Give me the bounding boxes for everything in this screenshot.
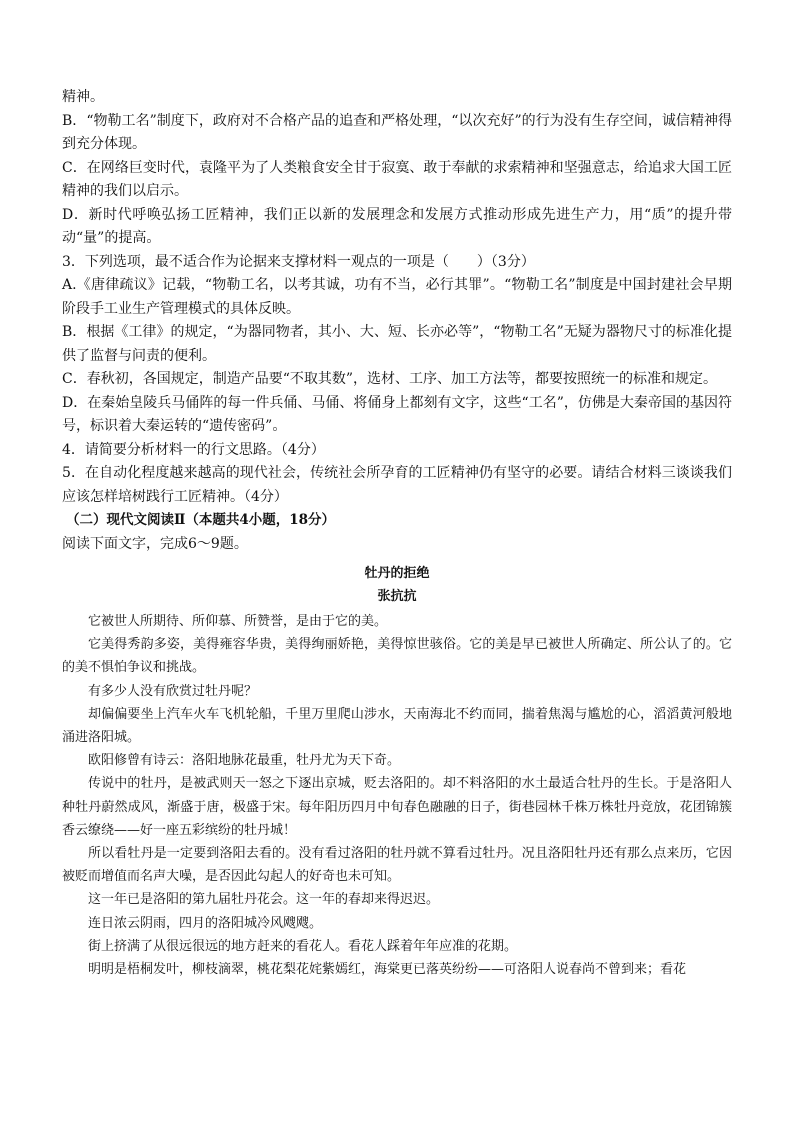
essay-title: 牡丹的拒绝	[364, 566, 430, 581]
essay-paragraph: 明明是梧桐发叶，柳枝滴翠，桃花梨花姹紫嫣红，海棠更已落英纷纷——可洛阳人说春尚不曾到来；看花	[88, 962, 687, 978]
question-3-option-a: A.《唐律疏议》记载，“物勒工名，以考其诚，功有不当，必行其罪”。“物勒工名”制度是中国封建社会早期阶段手工业生产管理模式的具体反映。	[62, 277, 732, 317]
essay-paragraph: 街上挤满了从很远很远的地方赶来的看花人。看花人踩着年年应准的花期。	[88, 938, 518, 954]
essay-paragraph: 它美得秀韵多姿，美得雍容华贵，美得绚丽娇艳，美得惊世骇俗。它的美是早已被世人所确定、所公认了的。它的美不惧怕争议和挑战。	[62, 637, 732, 676]
question-3-option-b: B．根据《工律》的规定，“为器同物者，其小、大、短、长亦必等”，“物勒工名”无疑为器物尺寸的标准化提供了监督与问责的便利。	[62, 324, 732, 364]
essay-author: 张抗抗	[377, 589, 417, 604]
essay-paragraph: 欧阳修曾有诗云：洛阳地脉花最重，牡丹尤为天下奇。	[88, 753, 401, 769]
question-block	[62, 86, 732, 509]
option-c: C．在网络巨变时代，袁隆平为了人类粮食安全甘于寂寞、敢于奉献的求索精神和坚强意志，给追求大国工匠精神的我们以启示。	[62, 159, 732, 199]
essay-paragraph: 有多少人没有欣赏过牡丹呢？	[88, 683, 258, 699]
essay-paragraph: 这一年已是洛阳的第九届牡丹花会。这一年的春却来得迟迟。	[88, 892, 440, 908]
essay-paragraph: 连日浓云阴雨，四月的洛阳城冷风飕飕。	[88, 915, 323, 931]
question-3-option-d: D．在秦始皇陵兵马俑阵的每一件兵俑、马俑、将俑身上都刻有文字，这些“工名”，仿佛是大秦帝国的基因符号，标识着大秦运转的“遗传密码”。	[62, 394, 732, 434]
section-instruction: 阅读下面文字，完成6～9题。	[62, 535, 248, 552]
option-d: D．新时代呼唤弘扬工匠精神，我们正以新的发展理念和发展方式推动形成先进生产力，用“质”的提升带动“量”的提高。	[62, 206, 732, 246]
essay-paragraph: 传说中的牡丹，是被武则天一怒之下逐出京城，贬去洛阳的。却不料洛阳的水土最适合牡丹的生长。于是洛阳人种牡丹蔚然成风，渐盛于唐，极盛于宋。每年阳历四月中旬春色融融的日子，街巷园林千株万株牡丹竞放，花团锦簇香云缭绕——好一座五彩缤纷的牡丹城！	[62, 776, 732, 838]
section-heading: （二）现代文阅读Ⅱ（本题共4小题，18分）	[66, 512, 336, 528]
question-5: 5．在自动化程度越来越高的现代社会，传统社会所孕育的工匠精神仍有坚守的必要。请结合材料三谈谈我们应该怎样培树践行工匠精神。（4分）	[62, 465, 732, 505]
option-b: B．“物勒工名”制度下，政府对不合格产品的追查和严格处理，“以次充好”的行为没有生存空间，诚信精神得到充分体现。	[62, 112, 732, 152]
essay-paragraph: 它被世人所期待、所仰慕、所赞誉，是由于它的美。	[88, 614, 388, 629]
question-line: 精神。	[62, 89, 104, 105]
question-3-option-c: C．春秋初，各国规定，制造产品要“不取其数”，选材、工序、加工方法等，都要按照统一的标准和规定。	[62, 371, 718, 387]
essay	[62, 562, 732, 981]
essay-paragraph: 却偏偏要坐上汽车火车飞机轮船，千里万里爬山涉水，天南海北不约而同，揣着焦渴与尴尬的心，滔滔黄河般地涌进洛阳城。	[62, 706, 732, 746]
essay-paragraph: 所以看牡丹是一定要到洛阳去看的。没有看过洛阳的牡丹就不算看过牡丹。况且洛阳牡丹还有那么点来历，它因被贬而增值而名声大噪，是否因此勾起人的好奇也未可知。	[62, 846, 732, 885]
question-3: 3．下列选项，最不适合作为论据来支撑材料一观点的一项是（ ）（3分）	[62, 253, 535, 270]
question-4: 4．请简要分析材料一的行文思路。（4分）	[62, 441, 325, 458]
